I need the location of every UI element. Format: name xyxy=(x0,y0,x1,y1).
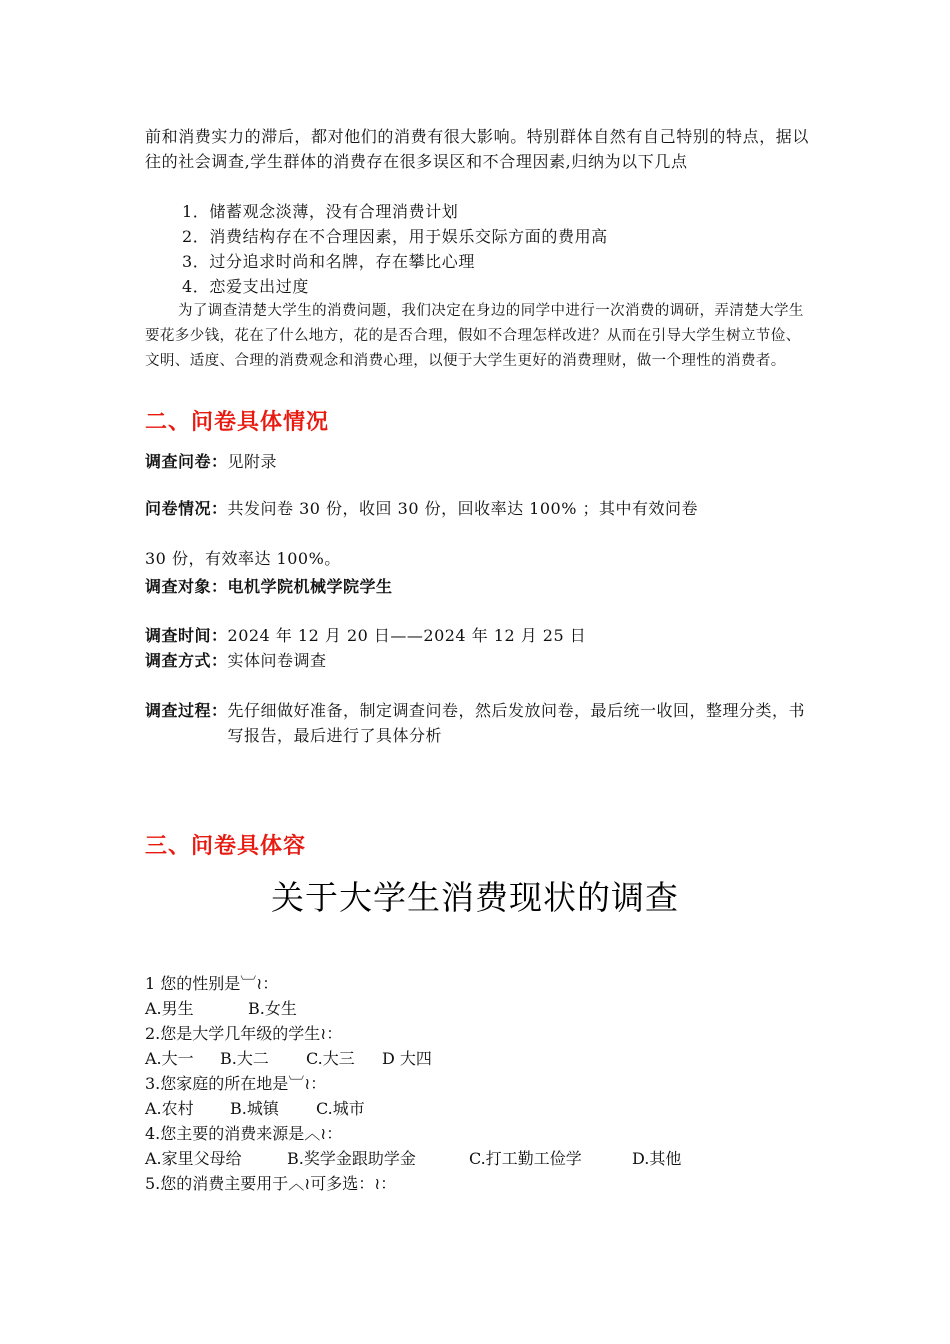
field-value: 2024 年 12 月 20 日——2024 年 12 月 25 日 xyxy=(227,626,587,645)
field-label: 调查对象： xyxy=(145,577,228,596)
question-options xyxy=(145,1046,810,1071)
survey-title: 关于大学生消费现状的调查 xyxy=(271,878,679,917)
field-value: 实体问卷调查 xyxy=(227,651,327,670)
option: A.家里父母给 xyxy=(145,1149,242,1168)
field-value: 电机学院机械学院学生 xyxy=(227,577,393,596)
question-text: 2.您是大学几年级的学生≀： xyxy=(145,1024,343,1043)
question-text: 4.您主要的消费来源是︿≀： xyxy=(145,1124,343,1143)
question-options xyxy=(145,996,810,1021)
survey-process-row xyxy=(145,698,810,748)
list-item: 4．恋爱支出过度 xyxy=(182,277,309,296)
section-3-heading: 三、问卷具体容 xyxy=(145,834,307,859)
purpose-paragraph xyxy=(145,299,810,374)
purpose-text: 为了调查清楚大学生的消费问题，我们决定在身边的同学中进行一次消费的调研，弄清楚大学生要花多少钱，花在了什么地方，花的是否合理，假如不合理怎样改进？从而在引导大学生树立节俭、文明、适度、合理的消费观念和消费心理，以便于大学生更好的消费理财，做一个理性的消费者。 xyxy=(145,303,804,369)
survey-questionnaire-row xyxy=(145,449,810,474)
list-item: 1．储蓄观念淡薄，没有合理消费计划 xyxy=(182,202,459,221)
field-label: 调查时间： xyxy=(145,626,228,645)
intro-text: 前和消费实力的滞后，都对他们的消费有很大影响。特别群体自然有自己特别的特点，据以往的社会调查,学生群体的消费存在很多误区和不合理因素,归纳为以下几点 xyxy=(145,127,810,171)
field-label: 问卷情况： xyxy=(145,499,228,518)
field-value: 先仔细做好准备，制定调查问卷，然后发放问卷，最后统一收回，整理分类，书写报告，最后进行了具体分析 xyxy=(227,701,806,745)
question-text: 3.您家庭的所在地是︺≀： xyxy=(145,1074,327,1093)
field-value: 共发问卷 30 份，收回 30 份，回收率达 100% ；其中有效问卷 xyxy=(227,499,698,518)
option: B.大二 xyxy=(220,1049,269,1068)
field-label: 调查问卷： xyxy=(145,452,228,471)
questionnaire-status-row xyxy=(145,496,810,521)
option: C.大三 xyxy=(306,1049,355,1068)
field-value: 见附录 xyxy=(227,452,278,471)
option: B.城镇 xyxy=(230,1099,279,1118)
question-list xyxy=(145,971,810,1196)
question-text: 1 您的性别是︺≀： xyxy=(145,974,279,993)
option: B.女生 xyxy=(248,999,297,1018)
intro-paragraph xyxy=(145,124,810,174)
option: A.农村 xyxy=(145,1099,194,1118)
option: D.其他 xyxy=(632,1149,682,1168)
option: C.城市 xyxy=(316,1099,365,1118)
survey-method-row xyxy=(145,648,810,673)
question-options xyxy=(145,1146,810,1171)
option: A.大一 xyxy=(145,1049,194,1068)
field-value-continued: 30 份，有效率达 100%。 xyxy=(145,549,341,568)
survey-time-row xyxy=(145,623,810,648)
section-2-heading: 二、问卷具体情况 xyxy=(145,410,330,435)
option: D 大四 xyxy=(382,1049,432,1068)
option: B.奖学金跟助学金 xyxy=(287,1149,416,1168)
question-options xyxy=(145,1096,810,1121)
section-3 xyxy=(145,832,810,862)
option: C.打工勤工俭学 xyxy=(469,1149,582,1168)
survey-target-row xyxy=(145,574,810,599)
field-label: 调查过程： xyxy=(145,701,228,720)
list-item: 3．过分追求时尚和名牌，存在攀比心理 xyxy=(182,252,475,271)
field-label: 调查方式： xyxy=(145,651,228,670)
section-2 xyxy=(145,408,810,438)
list-item: 2．消费结构存在不合理因素，用于娱乐交际方面的费用高 xyxy=(182,227,608,246)
option: A.男生 xyxy=(145,999,194,1018)
question-text: 5.您的消费主要用于︿≀可多选：≀： xyxy=(145,1174,397,1193)
questionnaire-status-continuation xyxy=(145,546,810,571)
problem-list xyxy=(145,199,810,299)
